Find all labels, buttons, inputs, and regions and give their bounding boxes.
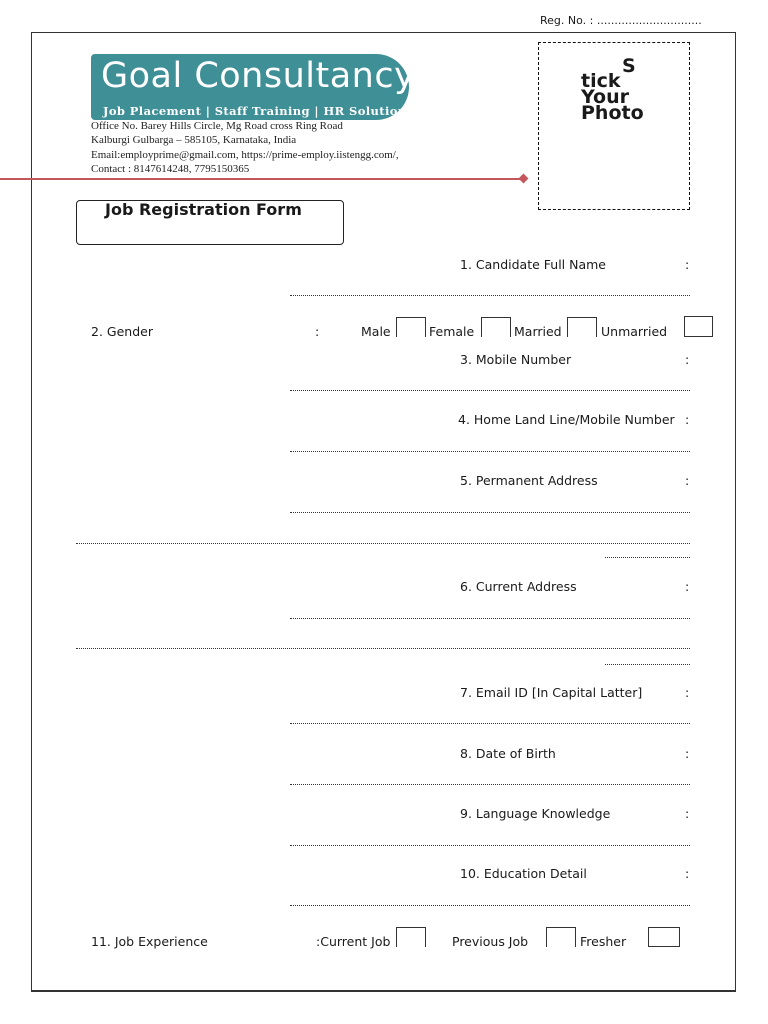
colon: : bbox=[685, 806, 690, 821]
email-website-line: Email:employprime@gmail.com, https://prime-employ.iistengg.com/, bbox=[91, 149, 399, 161]
photo-text-photo: Photo bbox=[581, 102, 644, 124]
form-title: Job Registration Form bbox=[105, 200, 302, 219]
colon: : bbox=[685, 412, 690, 427]
candidate-name-field[interactable] bbox=[290, 295, 690, 296]
colon: : bbox=[685, 746, 690, 761]
label-current-job: :Current Job bbox=[316, 934, 391, 949]
date-of-birth-field[interactable] bbox=[290, 784, 690, 785]
label-mobile-number: 3. Mobile Number bbox=[460, 352, 572, 367]
label-gender: 2. Gender bbox=[91, 324, 153, 339]
photo-box[interactable] bbox=[538, 42, 690, 210]
label-male: Male bbox=[361, 324, 391, 339]
label-education-detail: 10. Education Detail bbox=[460, 866, 587, 881]
contact-line: Contact : 8147614248, 7795150365 bbox=[91, 163, 250, 175]
previous-job-checkbox[interactable] bbox=[546, 927, 576, 947]
label-fresher: Fresher bbox=[580, 934, 627, 949]
logo-tagline: Job Placement | Staff Training | HR Solution bbox=[103, 104, 407, 118]
address-line-2: Kalburgi Gulbarga – 585105, Karnataka, India bbox=[91, 134, 297, 146]
label-language-knowledge: 9. Language Knowledge bbox=[460, 806, 611, 821]
colon: : bbox=[685, 685, 690, 700]
label-candidate-name: 1. Candidate Full Name bbox=[460, 257, 607, 272]
current-address-field-line-3[interactable] bbox=[605, 664, 690, 665]
colon: : bbox=[685, 352, 690, 367]
address-line-1: Office No. Barey Hills Circle, Mg Road cross Ring Road bbox=[91, 120, 343, 132]
home-number-field[interactable] bbox=[290, 451, 690, 452]
permanent-address-field-line-1[interactable] bbox=[290, 512, 690, 513]
label-current-address: 6. Current Address bbox=[460, 579, 577, 594]
current-address-field-line-2[interactable] bbox=[76, 648, 690, 649]
label-married: Married bbox=[514, 324, 562, 339]
label-permanent-address: 5. Permanent Address bbox=[460, 473, 598, 488]
label-home-number: 4. Home Land Line/Mobile Number bbox=[458, 412, 675, 427]
label-unmarried: Unmarried bbox=[601, 324, 668, 339]
female-checkbox[interactable] bbox=[481, 317, 511, 337]
education-detail-field[interactable] bbox=[290, 905, 690, 906]
unmarried-checkbox[interactable] bbox=[684, 316, 713, 337]
current-job-checkbox[interactable] bbox=[396, 927, 426, 947]
current-address-field-line-1[interactable] bbox=[290, 618, 690, 619]
colon: : bbox=[315, 324, 320, 339]
colon: : bbox=[685, 866, 690, 881]
logo-title: Goal Consultancy bbox=[101, 56, 416, 96]
label-previous-job: Previous Job bbox=[452, 934, 529, 949]
male-checkbox[interactable] bbox=[396, 317, 426, 337]
photo-text-your: Your bbox=[581, 86, 629, 108]
email-id-field[interactable] bbox=[290, 723, 690, 724]
label-date-of-birth: 8. Date of Birth bbox=[460, 746, 556, 761]
mobile-number-field[interactable] bbox=[290, 390, 690, 391]
photo-text-tick: tick bbox=[581, 70, 621, 92]
married-checkbox[interactable] bbox=[567, 317, 597, 337]
colon: : bbox=[685, 579, 690, 594]
registration-number: Reg. No. : .............................. bbox=[540, 14, 702, 27]
permanent-address-field-line-2[interactable] bbox=[76, 543, 690, 544]
colon: : bbox=[685, 473, 690, 488]
colon: : bbox=[685, 257, 690, 272]
divider-line bbox=[0, 178, 524, 180]
label-email-id: 7. Email ID [In Capital Latter] bbox=[460, 685, 643, 700]
label-job-experience: 11. Job Experience bbox=[91, 934, 208, 949]
photo-text-s: S bbox=[622, 55, 636, 77]
permanent-address-field-line-3[interactable] bbox=[605, 557, 690, 558]
language-knowledge-field[interactable] bbox=[290, 845, 690, 846]
company-logo bbox=[91, 54, 416, 120]
fresher-checkbox[interactable] bbox=[648, 927, 680, 947]
label-female: Female bbox=[429, 324, 475, 339]
